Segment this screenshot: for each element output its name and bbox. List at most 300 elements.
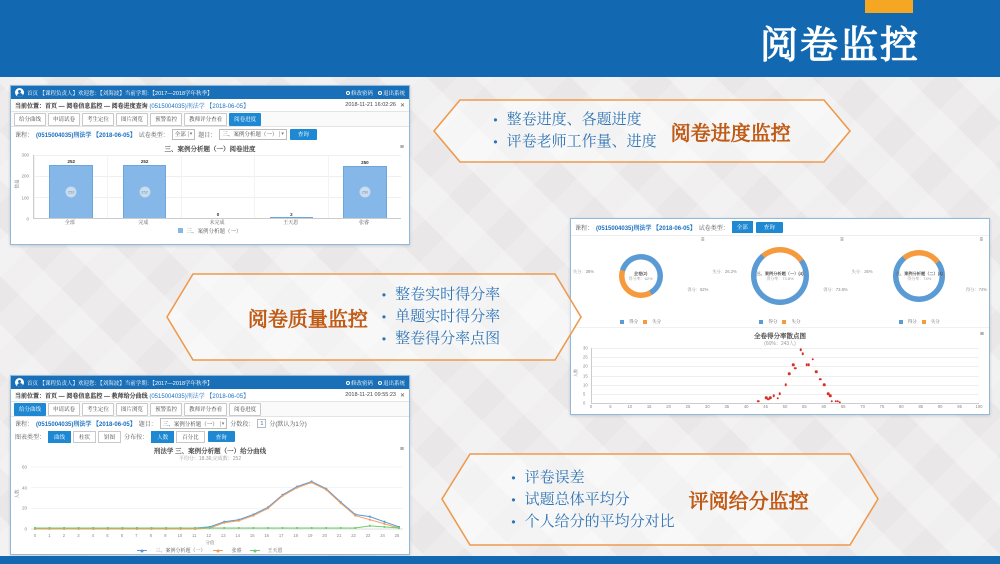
data-point (383, 523, 385, 525)
scatter-y-axis-label: 人数 (573, 369, 578, 377)
data-point (354, 527, 356, 529)
filter-row-2 (11, 430, 409, 443)
topbar-welcome-text: 首页 【课程负责人】欢迎您：【刘海波】当前学期：【2017—2018学年秋季】 (27, 380, 213, 387)
scatter-point (815, 371, 818, 374)
line-x-tick: 23 (365, 533, 371, 538)
bullet-item: • 个人给分的平均分对比 (511, 511, 674, 533)
scatter-x-tick: 35 (724, 404, 730, 409)
accent-bar (865, 0, 913, 13)
bar-y-axis-label: 数量 (14, 179, 20, 189)
change-password-link[interactable]: 修改密码 (346, 379, 373, 387)
power-icon (378, 91, 382, 95)
logout-link[interactable]: 退出系统 (378, 89, 405, 97)
line-x-tick: 3 (77, 533, 80, 538)
scatter-x-tick: 20 (666, 404, 671, 409)
data-point (107, 527, 109, 529)
scatter-point (800, 349, 803, 352)
legend-label: 失分 (930, 319, 940, 324)
scatter-x-tick: 50 (782, 404, 788, 409)
bullet-item: • 整卷得分率点图 (382, 328, 500, 350)
scatter-x-tick: 25 (685, 404, 691, 409)
chart-type-3[interactable]: 饼图 (98, 431, 121, 443)
legend-label: 王天恩 (267, 548, 283, 554)
bullet-item: • 整卷实时得分率 (382, 284, 500, 306)
tab-bar (11, 402, 409, 417)
chart-menu-icon[interactable]: ≡ (840, 237, 844, 243)
line-x-tick: 13 (220, 533, 226, 538)
tab-7[interactable]: 阅卷进度 (229, 113, 261, 126)
scatter-y-tick: 0 (583, 400, 586, 406)
bar-column (181, 155, 254, 218)
line-x-tick: 25 (394, 533, 400, 538)
donut-score-rate: 得分率：62% (628, 276, 653, 282)
scatter-x-tick: 85 (918, 404, 924, 409)
paper-type-label: 试卷类型： (698, 225, 729, 232)
bar (270, 217, 313, 218)
scatter-point (788, 372, 791, 375)
legend-marker (250, 550, 260, 551)
breadcrumb: 当前位置：首页 — 阅卷信息监控 — 教师给分曲线 (0515004035)刑法学 【2018-06-05】 (15, 393, 250, 400)
line-x-tick: 9 (164, 533, 167, 538)
change-password-link[interactable]: 修改密码 (346, 89, 373, 97)
line-chart-title: 刑法学 三、案例分析题（一）给分曲线 (153, 447, 267, 455)
bar-value: 252 (67, 159, 75, 165)
data-point (92, 527, 94, 529)
line-x-tick: 5 (106, 533, 109, 538)
question-label: 题目： (138, 422, 157, 428)
bar-plot-area (33, 155, 401, 219)
bullet-list (493, 109, 656, 153)
line-x-tick: 21 (336, 533, 342, 538)
data-point (136, 527, 138, 529)
line-x-tick: 2 (62, 533, 66, 538)
line-x-tick: 4 (91, 533, 95, 538)
data-point (150, 527, 152, 529)
data-point (369, 519, 371, 521)
callout-title: 评阅给分监控 (688, 491, 809, 513)
tab-4[interactable]: 图片浏览 (116, 113, 148, 126)
legend-swatch (899, 320, 903, 324)
legend-label: 失分 (791, 319, 801, 324)
tab-3[interactable]: 考生定位 (82, 113, 114, 126)
donut-title: 三、案例分析题（一）(4) (756, 271, 804, 277)
question-label: 题目： (198, 132, 217, 139)
tab-4[interactable]: 图片浏览 (116, 403, 148, 416)
callout-title: 阅卷进度监控 (670, 122, 791, 145)
scatter-point (769, 396, 772, 399)
bullet-list (382, 284, 500, 350)
tab-1[interactable]: 给分曲线 (14, 113, 46, 126)
data-point (48, 527, 50, 529)
donut-title: 三、案例分析题（二）(4) (895, 271, 943, 277)
tab-3[interactable]: 考生定位 (82, 403, 114, 416)
bullet-item: • 整卷进度、各题进度 (493, 109, 656, 131)
scatter-x-tick: 95 (957, 404, 962, 409)
bar-y-tick: 300 (21, 152, 29, 158)
data-point (223, 527, 225, 529)
close-icon[interactable]: ✕ (399, 102, 405, 109)
line-y-tick: 0 (24, 526, 27, 532)
donut-loss-label: 失分：26.2% (712, 268, 737, 274)
course-label: 课程： (575, 225, 594, 232)
question-select[interactable]: 三、案例分析题（一） ▾ (219, 129, 287, 140)
series-line (35, 483, 399, 530)
data-point (63, 527, 65, 529)
legend-swatch (620, 320, 624, 324)
bar-y-tick: 200 (21, 173, 29, 179)
line-x-tick: 17 (278, 533, 284, 538)
scatter-x-tick: 60 (821, 404, 827, 409)
bar-inner-label: 252 (66, 186, 77, 197)
bar-category-label: 全部 (64, 220, 75, 226)
scatter-x-tick: 80 (899, 404, 904, 409)
line-x-tick: 8 (149, 533, 152, 538)
bullet-item: • 试题总体平均分 (511, 489, 674, 511)
timestamp: 2018-11-21 16:02:26 (345, 102, 396, 108)
distribution-buttons (151, 431, 205, 443)
screenshot-score-curve (10, 375, 410, 555)
breadcrumb: 当前位置：首页 — 阅卷信息监控 — 阅卷进度查询 (0515004035)刑法学 【2018-06-05】 (15, 103, 250, 110)
legend-swatch (782, 320, 786, 324)
paper-type-select[interactable]: 全部 ▾ (172, 129, 196, 140)
scatter-x-tick: 70 (860, 404, 865, 409)
question-select[interactable]: 三、案例分析题（一） ▾ (160, 418, 228, 429)
data-point (209, 527, 211, 529)
scatter-x-tick: 90 (937, 404, 943, 409)
callout-title: 阅卷质量监控 (247, 308, 368, 331)
legend-swatch (643, 320, 647, 324)
bullet-list (511, 467, 674, 533)
data-point (238, 520, 240, 522)
data-point (223, 522, 225, 524)
line-x-tick: 14 (235, 533, 241, 538)
bar-chart-title: 三、案例分析题（一）阅卷进度 (164, 145, 256, 153)
data-point (252, 527, 254, 529)
donut-score-label: 得分：74% (966, 286, 987, 292)
scatter-x-tick: 15 (646, 404, 652, 409)
data-point (340, 527, 342, 529)
donut-legend (850, 319, 989, 325)
scatter-subtitle: (60%：243人) (764, 341, 796, 347)
bar-inner-label: 252 (139, 186, 150, 197)
data-point (354, 514, 356, 516)
scatter-x-tick: 100 (975, 404, 983, 409)
breadcrumb-row (11, 389, 409, 402)
scatter-y-tick: 30 (583, 345, 588, 351)
tab-7[interactable]: 阅卷进度 (229, 403, 261, 416)
paper-type-label: 试卷类型： (138, 132, 169, 139)
chart-menu-icon[interactable]: ≡ (399, 144, 404, 151)
bar-category-label: 张睿 (359, 220, 370, 226)
data-point (325, 489, 327, 491)
donut-legend (571, 319, 710, 325)
legend-marker (137, 550, 147, 551)
line-x-tick: 20 (322, 533, 327, 538)
scatter-x-tick: 0 (589, 404, 593, 409)
donut-score-label: 得分：73.8% (823, 286, 848, 292)
tab-5[interactable]: 预警监控 (150, 113, 182, 126)
search-button[interactable]: 查询 (290, 129, 317, 140)
chart-type-1[interactable]: 曲线 (48, 431, 71, 443)
line-x-tick: 16 (264, 533, 270, 538)
distribution-1[interactable]: 人数 (151, 431, 174, 443)
data-point (296, 527, 298, 529)
legend-label: 张睿 (231, 548, 242, 554)
scatter-point (807, 363, 810, 366)
scatter-x-tick: 45 (763, 404, 768, 409)
line-x-tick: 10 (177, 533, 183, 538)
line-x-tick: 22 (351, 533, 356, 538)
line-x-tick: 15 (249, 533, 255, 538)
scatter-point (823, 383, 826, 386)
donut-center-label (891, 271, 947, 281)
bar-y-axis (19, 152, 31, 222)
line-chart-subtitle: 平均分：18.36;完成数：252 (178, 456, 242, 462)
data-point (267, 507, 269, 509)
scatter-x-tick: 65 (840, 404, 846, 409)
bar-chart (11, 143, 409, 235)
line-x-tick: 1 (48, 533, 51, 538)
line-y-tick: 20 (21, 505, 27, 511)
course-label: 课程： (15, 422, 34, 428)
scatter-point (778, 393, 781, 396)
line-y-tick: 40 (21, 485, 27, 491)
data-point (78, 527, 80, 529)
scatter-point (829, 394, 832, 397)
segment-label: 分数段： (230, 422, 255, 428)
donut-legend (710, 319, 849, 325)
scatter-y-tick: 25 (583, 354, 588, 360)
bar-category-label: 完成 (138, 220, 149, 226)
timestamp: 2018-11-21 09:55:23 (345, 392, 396, 398)
slide-title: 阅卷监控 (759, 25, 920, 67)
data-point (281, 527, 283, 529)
line-x-axis-label: 分值 (205, 540, 215, 545)
line-y-axis (18, 463, 29, 533)
data-point (281, 495, 283, 497)
bar-category-label: 王天恩 (283, 220, 299, 226)
scatter-chart (571, 330, 989, 411)
topbar-actions (346, 379, 405, 387)
bullet-item: • 评卷老师工作量、进度 (493, 131, 656, 153)
line-x-axis (31, 533, 401, 540)
donut-3 (850, 236, 989, 327)
bullet-item: • 评卷误差 (511, 467, 674, 489)
donut-title: 全卷(2) (633, 271, 648, 277)
bar-column (34, 155, 107, 218)
scatter-x-tick: 10 (627, 404, 633, 409)
close-icon[interactable]: ✕ (399, 392, 405, 399)
data-point (34, 527, 36, 529)
paper-type-button[interactable]: 全部 (732, 221, 753, 233)
line-x-tick: 24 (380, 533, 385, 538)
scatter-point (819, 378, 822, 381)
donut-2 (710, 236, 849, 327)
scatter-point (773, 394, 776, 397)
data-point (238, 527, 240, 529)
legend-label: 得分 (768, 319, 778, 324)
tab-2[interactable]: 申请试卷 (48, 113, 80, 126)
window-topbar (11, 86, 409, 99)
line-x-tick: 0 (33, 533, 37, 538)
scatter-point (784, 383, 787, 386)
bar-inner-label: 250 (359, 186, 370, 197)
legend-label: 得分 (629, 319, 639, 324)
data-point (121, 527, 123, 529)
bar-value: 252 (140, 159, 149, 165)
chart-menu-icon[interactable]: ≡ (399, 446, 404, 453)
legend-marker (213, 550, 223, 551)
scatter-y-tick: 10 (583, 382, 588, 388)
donut-score-rate: 得分率：73.8% (766, 276, 794, 282)
slide-footer (0, 556, 1000, 564)
data-point (369, 525, 371, 527)
line-chart (11, 445, 409, 555)
data-point (267, 527, 269, 529)
tab-1[interactable]: 给分曲线 (14, 403, 46, 416)
donut-loss-label: 失分：38% (573, 268, 594, 274)
key-icon (346, 381, 350, 385)
bar-y-tick: 0 (26, 216, 29, 222)
scatter-x-tick: 5 (609, 404, 612, 409)
data-point (383, 526, 385, 528)
scatter-title: 全卷得分率散点图 (754, 332, 806, 340)
scatter-point (794, 367, 797, 370)
course-value: (0515004035)刑法学 【2018-06-05】 (596, 225, 696, 232)
chart-type-2[interactable]: 柱状 (73, 431, 96, 443)
donut-charts (571, 236, 989, 328)
tab-bar (11, 112, 409, 127)
line-x-tick: 19 (307, 533, 313, 538)
scatter-point (777, 397, 780, 400)
filter-row (571, 219, 989, 236)
scatter-x-tick: 55 (802, 404, 807, 409)
search-button[interactable]: 查询 (756, 222, 783, 233)
scatter-point (792, 363, 795, 366)
bar-x-axis (33, 220, 401, 226)
series-line (35, 526, 399, 528)
series-line (35, 482, 399, 529)
scatter-point (811, 358, 814, 361)
data-point (252, 514, 254, 516)
chevron-down-icon: ▾ (281, 131, 284, 137)
data-point (194, 527, 196, 529)
bullet-item: • 单题实时得分率 (382, 306, 500, 328)
screenshot-quality-monitor (570, 218, 990, 415)
segment-input[interactable]: 1 (257, 419, 266, 428)
legend-label: 三、案例分析题（一） (155, 548, 206, 554)
filter-row-1 (11, 417, 409, 430)
chart-menu-icon[interactable]: ≡ (979, 237, 983, 243)
scatter-x-axis (589, 404, 983, 411)
chart-type-label: 图表类型： (15, 435, 46, 441)
bar-y-tick: 100 (21, 195, 29, 201)
donut-center-label (613, 271, 669, 281)
donut-1 (571, 236, 710, 327)
course-value: (0515004035)刑法学 【2018-06-05】 (36, 422, 136, 428)
chevron-down-icon: ▾ (221, 420, 225, 427)
legend-swatch (759, 320, 763, 324)
callout-scoring (440, 452, 880, 547)
tab-2[interactable]: 申请试卷 (48, 403, 80, 416)
data-point (165, 527, 167, 529)
scatter-x-tick: 30 (705, 404, 710, 409)
scatter-plot-area (583, 345, 979, 406)
bar-category-label: 未完成 (209, 220, 225, 226)
course-link: (0515004035)刑法学 【2018-06-05】 (149, 393, 250, 400)
power-icon (378, 381, 382, 385)
legend-label: 失分 (652, 319, 662, 324)
course-value: (0515004035)刑法学 【2018-06-05】 (36, 132, 136, 139)
tab-6[interactable]: 教师评分查看 (184, 403, 227, 416)
tab-5[interactable]: 预警监控 (150, 403, 182, 416)
logout-link[interactable]: 退出系统 (378, 379, 405, 387)
donut-center-label (752, 271, 808, 281)
screenshot-grading-progress (10, 85, 410, 245)
bar-value: 2 (290, 211, 293, 217)
scatter-point (757, 400, 760, 403)
course-link: (0515004035)刑法学 【2018-06-05】 (149, 103, 250, 110)
legend-swatch (922, 320, 926, 324)
donut-score-label: 得分：62% (687, 286, 709, 292)
bar-column (254, 155, 327, 218)
breadcrumb-row (11, 99, 409, 112)
data-point (296, 487, 298, 489)
scatter-point (838, 401, 841, 404)
scatter-y-tick: 15 (583, 373, 588, 378)
key-icon (346, 91, 350, 95)
tab-6[interactable]: 教师评分查看 (184, 113, 227, 126)
legend-label: 得分 (907, 319, 917, 324)
chart-menu-icon[interactable]: ≡ (979, 331, 984, 338)
distribution-label: 分布按： (124, 435, 149, 441)
donut-loss-label: 失分：26% (851, 268, 873, 274)
scatter-x-tick: 40 (743, 404, 749, 409)
data-point (325, 527, 327, 529)
scatter-y-tick: 5 (583, 391, 586, 397)
scatter-point (802, 352, 805, 355)
legend-swatch (178, 228, 183, 233)
avatar-icon (15, 378, 24, 387)
legend-label: 三、案例分析题（一） (186, 228, 242, 235)
chart-type-buttons (48, 431, 121, 443)
line-legend (11, 546, 409, 555)
filter-row (11, 127, 409, 141)
line-y-axis-label: 人数 (14, 489, 20, 499)
distribution-2[interactable]: 百分比 (176, 431, 205, 443)
search-button[interactable]: 查询 (208, 431, 235, 442)
data-point (311, 481, 313, 483)
bar-column (328, 155, 401, 218)
line-x-tick: 12 (206, 533, 212, 538)
line-x-tick: 6 (120, 533, 124, 538)
bar-value: 250 (361, 159, 369, 165)
data-point (340, 502, 342, 504)
data-point (398, 527, 400, 529)
scatter-point (831, 400, 834, 403)
data-point (383, 521, 385, 523)
donut-score-rate: 得分率：74% (907, 276, 932, 282)
data-point (311, 527, 313, 529)
scatter-y-tick: 20 (583, 363, 588, 369)
chart-menu-icon[interactable]: ≡ (700, 237, 705, 243)
bar-legend (11, 226, 409, 235)
bar-value: 0 (216, 212, 220, 217)
window-topbar (11, 376, 409, 389)
data-point (180, 527, 182, 529)
chevron-down-icon: ▾ (189, 131, 193, 137)
slide-header (0, 0, 1000, 77)
